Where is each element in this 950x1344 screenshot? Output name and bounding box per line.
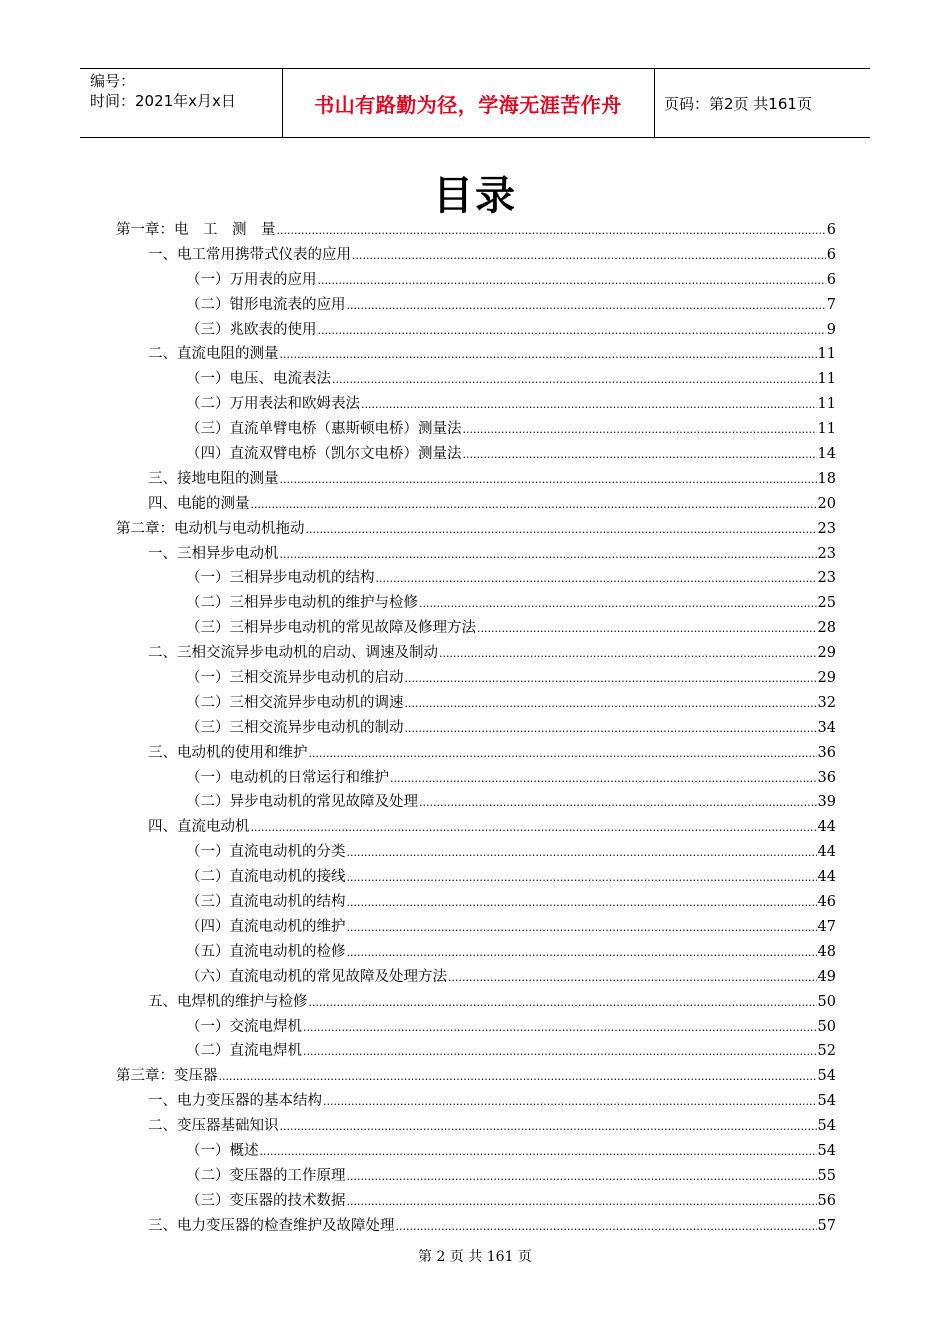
toc-entry[interactable]	[116, 417, 836, 442]
toc-entry[interactable]	[116, 1214, 836, 1239]
toc-dot-leader	[419, 591, 817, 617]
toc-entry-title: 二、三相交流异步电动机的启动、调速及制动	[148, 645, 438, 662]
toc-entry[interactable]	[116, 268, 836, 293]
toc-entry-title: （一）三相交流异步电动机的启动	[186, 670, 404, 687]
page-footer: 第 2 页 共 161 页	[418, 1249, 532, 1265]
toc-entry-title: （三）变压器的技术数据	[186, 1192, 346, 1209]
toc-entry-page: 50	[817, 993, 836, 1010]
toc-dot-leader	[463, 417, 817, 443]
toc-entry-title: （三）直流单臂电桥（惠斯顿电桥）测量法	[186, 421, 462, 438]
toc-entry-title: （一）直流电动机的分类	[186, 844, 346, 861]
toc-entry-title: （一）万用表的应用	[186, 271, 317, 288]
toc-entry-title: 第一章：电 工 测 量	[116, 222, 276, 238]
toc-dot-leader	[347, 940, 817, 966]
toc-entry-page: 11	[817, 421, 836, 438]
toc-dot-leader	[309, 990, 817, 1016]
toc-entry-page: 6	[826, 222, 836, 238]
toc-entry[interactable]	[116, 1039, 836, 1064]
toc-entry-title: （一）电动机的日常运行和维护	[186, 769, 389, 786]
toc-dot-leader	[347, 865, 817, 891]
toc-dot-leader	[251, 815, 817, 841]
toc-entry-page: 25	[817, 595, 836, 612]
toc-entry-title: （三）直流电动机的结构	[186, 894, 346, 911]
toc-entry-title: （二）变压器的工作原理	[186, 1167, 346, 1184]
toc-dot-leader	[419, 790, 817, 816]
toc-entry-title: （一）概述	[186, 1142, 259, 1159]
toc-entry[interactable]	[116, 666, 836, 691]
toc-entry-title: （四）直流电动机的维护	[186, 918, 346, 935]
toc-entry-title: （二）三相交流异步电动机的调速	[186, 694, 404, 711]
toc-entry-page: 9	[826, 321, 836, 338]
toc-entry[interactable]	[116, 616, 836, 641]
toc-dot-leader	[376, 566, 817, 592]
toc-dot-leader	[405, 666, 817, 692]
toc-entry-page: 23	[817, 570, 836, 587]
toc-entry-title: （三）三相交流异步电动机的制动	[186, 719, 404, 736]
toc-dot-leader	[477, 616, 817, 642]
toc-dot-leader	[260, 1139, 817, 1165]
toc-dot-leader	[405, 691, 817, 717]
toc-entry-title: 四、电能的测量	[148, 495, 250, 512]
toc-entry-title: （四）直流双臂电桥（凯尔文电桥）测量法	[186, 446, 462, 463]
toc-dot-leader	[352, 243, 826, 269]
toc-entry-page: 54	[817, 1093, 836, 1110]
toc-entry-title: 五、电焊机的维护与检修	[148, 993, 308, 1010]
toc-entry-title: （二）异步电动机的常见故障及处理	[186, 794, 418, 811]
toc-entry[interactable]	[116, 591, 836, 616]
toc-entry-title: 第三章：变压器	[116, 1068, 218, 1085]
toc-entry-page: 39	[817, 794, 836, 811]
toc-dot-leader	[332, 367, 817, 393]
toc-entry-title: （一）交流电焊机	[186, 1018, 302, 1035]
toc-entry-title: （二）直流电动机的接线	[186, 869, 346, 886]
toc-entry[interactable]	[116, 840, 836, 865]
toc-entry-page: 44	[817, 869, 836, 886]
toc-entry[interactable]	[116, 542, 836, 567]
toc-dot-leader	[219, 1064, 817, 1090]
toc-entry-page: 48	[817, 943, 836, 960]
header-page-code: 页码：第2页 共161页	[664, 94, 812, 113]
toc-dot-leader	[439, 641, 817, 667]
toc-entry[interactable]	[116, 766, 836, 791]
toc-dot-leader	[303, 1039, 817, 1065]
toc-entry-title: （三）三相异步电动机的常见故障及修理方法	[186, 620, 476, 637]
toc-dot-leader	[390, 766, 817, 792]
toc-entry-page: 54	[817, 1142, 836, 1159]
toc-entry[interactable]	[116, 367, 836, 392]
toc-dot-leader	[347, 915, 817, 941]
toc-entry-title: （二）直流电焊机	[186, 1043, 302, 1060]
toc-entry-title: （一）电压、电流表法	[186, 371, 331, 388]
toc-entry[interactable]	[116, 243, 836, 268]
toc-entry[interactable]	[116, 392, 836, 417]
toc-entry-page: 6	[826, 246, 836, 263]
toc-entry[interactable]	[116, 318, 836, 343]
toc-entry-page: 23	[817, 520, 836, 537]
toc-entry[interactable]	[116, 442, 836, 467]
toc-entry-page: 54	[817, 1118, 836, 1135]
document-header	[80, 68, 870, 138]
toc-entry-title: 二、变压器基础知识	[148, 1118, 279, 1135]
toc-entry-title: 四、直流电动机	[148, 819, 250, 836]
toc-entry[interactable]	[116, 1114, 836, 1139]
toc-entry-title: （二）万用表法和欧姆表法	[186, 396, 360, 413]
document-date: 时间：2021年x月x日	[90, 92, 236, 110]
toc-entry-title: （五）直流电动机的检修	[186, 943, 346, 960]
toc-dot-leader	[277, 218, 826, 244]
toc-entry[interactable]	[116, 790, 836, 815]
toc-dot-leader	[318, 268, 826, 294]
toc-entry-page: 6	[826, 271, 836, 288]
toc-entry[interactable]	[116, 218, 836, 243]
toc-entry-title: 一、电力变压器的基本结构	[148, 1093, 322, 1110]
header-page-cell	[664, 69, 870, 137]
toc-entry-page: 18	[817, 470, 836, 487]
toc-entry-title: （三）兆欧表的使用	[186, 321, 317, 338]
header-motto: 书山有路勤为径，学海无涯苦作舟	[314, 92, 622, 117]
toc-entry-title: 三、接地电阻的测量	[148, 470, 279, 487]
toc-entry[interactable]	[116, 716, 836, 741]
toc-dot-leader	[318, 318, 826, 344]
toc-dot-leader	[448, 965, 817, 991]
toc-entry-page: 49	[817, 968, 836, 985]
toc-dot-leader	[347, 890, 817, 916]
toc-entry-page: 7	[826, 296, 836, 313]
toc-entry[interactable]	[116, 815, 836, 840]
toc-dot-leader	[347, 840, 817, 866]
toc-entry-page: 32	[817, 694, 836, 711]
toc-entry-title: 一、三相异步电动机	[148, 545, 279, 562]
toc-entry-title: 二、直流电阻的测量	[148, 346, 279, 363]
toc-entry-title: 三、电动机的使用和维护	[148, 744, 308, 761]
toc-entry[interactable]	[116, 691, 836, 716]
toc-dot-leader	[463, 442, 817, 468]
toc-dot-leader	[396, 1214, 817, 1240]
toc-entry-page: 36	[817, 769, 836, 786]
toc-entry-page: 55	[817, 1167, 836, 1184]
toc-entry-page: 57	[817, 1217, 836, 1234]
toc-entry[interactable]	[116, 1064, 836, 1089]
toc-entry[interactable]	[116, 1139, 836, 1164]
toc-dot-leader	[280, 542, 817, 568]
toc-entry-page: 28	[817, 620, 836, 637]
toc-entry[interactable]	[116, 1089, 836, 1114]
toc-entry[interactable]	[116, 915, 836, 940]
toc-entry-page: 54	[817, 1068, 836, 1085]
toc-entry-page: 34	[817, 719, 836, 736]
toc-entry[interactable]	[116, 467, 836, 492]
toc-entry-page: 44	[817, 819, 836, 836]
toc-entry-title: 第二章：电动机与电动机拖动	[116, 520, 305, 537]
toc-entry[interactable]	[116, 965, 836, 990]
toc-dot-leader	[303, 1015, 817, 1041]
toc-dot-leader	[309, 741, 817, 767]
toc-dot-leader	[347, 293, 826, 319]
toc-entry[interactable]	[116, 865, 836, 890]
toc-entry[interactable]	[116, 1015, 836, 1040]
toc-entry[interactable]	[116, 1164, 836, 1189]
toc-entry-title: （一）三相异步电动机的结构	[186, 570, 375, 587]
header-motto-cell	[282, 69, 655, 137]
toc-entry[interactable]	[116, 492, 836, 517]
toc-entry-page: 11	[817, 346, 836, 363]
toc-entry-title: （六）直流电动机的常见故障及处理方法	[186, 968, 447, 985]
toc-dot-leader	[280, 467, 817, 493]
toc-entry-page: 11	[817, 371, 836, 388]
toc-dot-leader	[405, 716, 817, 742]
toc-entry-title: （二）三相异步电动机的维护与检修	[186, 595, 418, 612]
toc-entry[interactable]	[116, 566, 836, 591]
document-number-label: 编号：	[90, 72, 136, 90]
toc-entry-page: 50	[817, 1018, 836, 1035]
toc-entry-page: 29	[817, 645, 836, 662]
toc-entry-page: 23	[817, 545, 836, 562]
toc-entry-page: 14	[817, 446, 836, 463]
toc-entry[interactable]	[116, 890, 836, 915]
toc-dot-leader	[280, 1114, 817, 1140]
toc-entry-page: 47	[817, 918, 836, 935]
toc-entry-page: 52	[817, 1043, 836, 1060]
toc-entry[interactable]	[116, 641, 836, 666]
header-meta-cell	[80, 69, 283, 137]
toc-entry-title: 三、电力变压器的检查维护及故障处理	[148, 1217, 395, 1234]
toc-dot-leader	[347, 1164, 817, 1190]
toc-entry[interactable]	[116, 741, 836, 766]
toc-entry[interactable]	[116, 293, 836, 318]
toc-entry-title: 一、电工常用携带式仪表的应用	[148, 246, 351, 263]
page-title: 目录	[433, 173, 517, 219]
toc-entry-page: 11	[817, 396, 836, 413]
toc-dot-leader	[361, 392, 817, 418]
toc-entry-page: 44	[817, 844, 836, 861]
toc-dot-leader	[323, 1089, 817, 1115]
toc-entry[interactable]	[116, 342, 836, 367]
toc-entry-page: 36	[817, 744, 836, 761]
toc-entry[interactable]	[116, 940, 836, 965]
toc-entry[interactable]	[116, 517, 836, 542]
toc-entry-page: 20	[817, 495, 836, 512]
toc-entry[interactable]	[116, 990, 836, 1015]
toc-dot-leader	[347, 1189, 817, 1215]
toc-entry[interactable]	[116, 1189, 836, 1214]
toc-dot-leader	[306, 517, 817, 543]
toc-entry-page: 56	[817, 1192, 836, 1209]
table-of-contents	[116, 218, 836, 1239]
toc-dot-leader	[280, 342, 817, 368]
toc-entry-page: 46	[817, 894, 836, 911]
toc-dot-leader	[251, 492, 817, 518]
toc-entry-title: （二）钳形电流表的应用	[186, 296, 346, 313]
toc-entry-page: 29	[817, 670, 836, 687]
